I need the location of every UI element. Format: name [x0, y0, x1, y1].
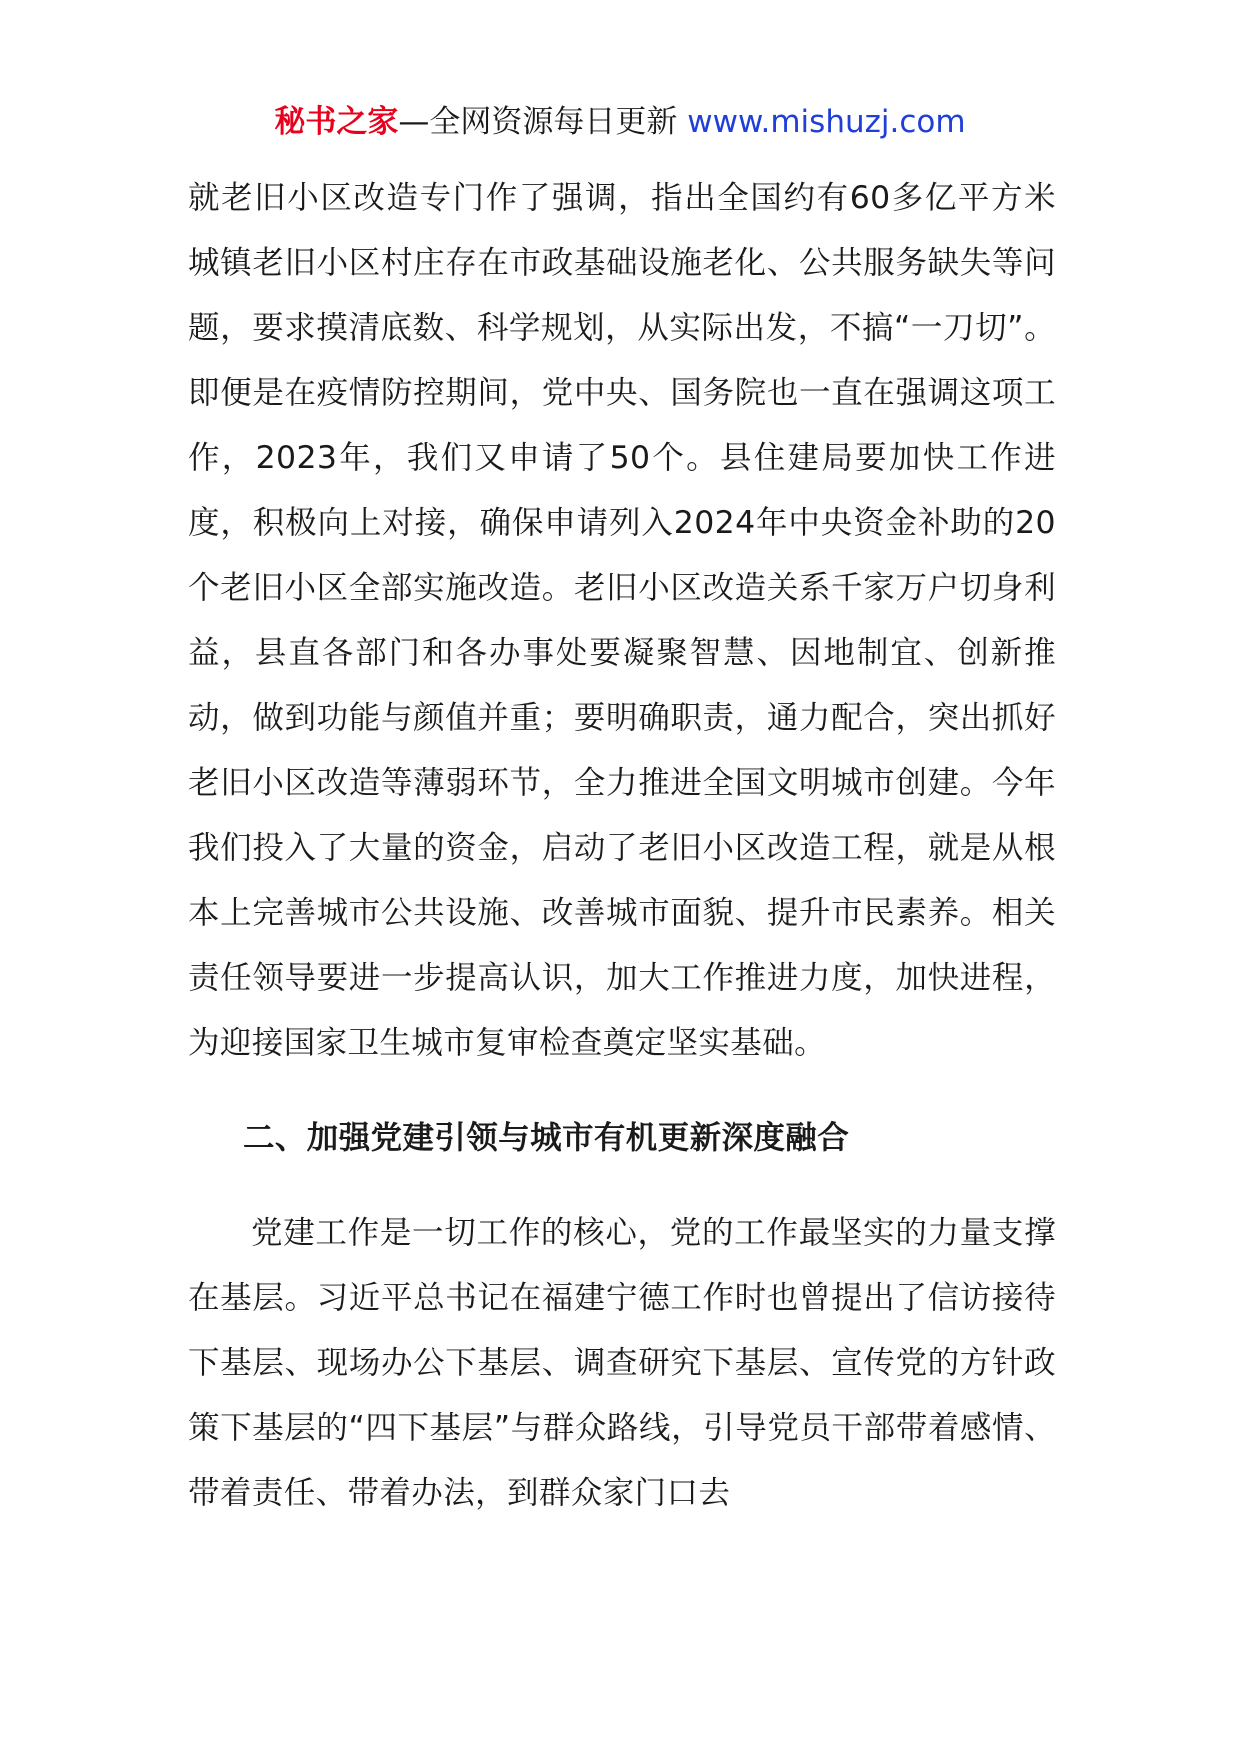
section-heading: 二、加强党建引领与城市有机更新深度融合	[243, 1120, 850, 1156]
document-body	[188, 166, 1056, 1526]
body-paragraph-1: 就老旧小区改造专门作了强调，指出全国约有60多亿平方米城镇老旧小区村庄存在市政基础设施老化、公共服务缺失等问题，要求摸清底数、科学规划，从实际出发，不搞“一刀切”。即便是在疫情防控期间，党中央、国务院也一直在强调这项工作，2023年，我们又申请了50个。县住建局要加快工作进度，积极向上对接，确保申请列入2024年中央资金补助的20个老旧小区全部实施改造。老旧小区改造关系千家万户切身利益，县直各部门和各办事处要凝聚智慧、因地制宜、创新推动，做到功能与颜值并重；要明确职责，通力配合，突出抓好老旧小区改造等薄弱环节，全力推进全国文明城市创建。今年我们投入了大量的资金，启动了老旧小区改造工程，就是从根本上完善城市公共设施、改善城市面貌、提升市民素养。相关责任领导要进一步提高认识，加大工作推进力度，加快进程，为迎接国家卫生城市复审检查奠定坚实基础。	[188, 180, 1056, 1061]
site-url-link[interactable]: www.mishuzj.com	[687, 104, 966, 140]
brand-name: 秘书之家	[274, 104, 399, 140]
header-tagline: —全网资源每日更新	[398, 104, 678, 140]
site-header	[0, 100, 1240, 144]
body-paragraph-2: 党建工作是一切工作的核心，党的工作最坚实的力量支撑在基层。习近平总书记在福建宁德工作时也曾提出了信访接待下基层、现场办公下基层、调查研究下基层、宣传党的方针政策下基层的“四下基层”与群众路线，引导党员干部带着感情、带着责任、带着办法，到群众家门口去	[188, 1215, 1056, 1511]
